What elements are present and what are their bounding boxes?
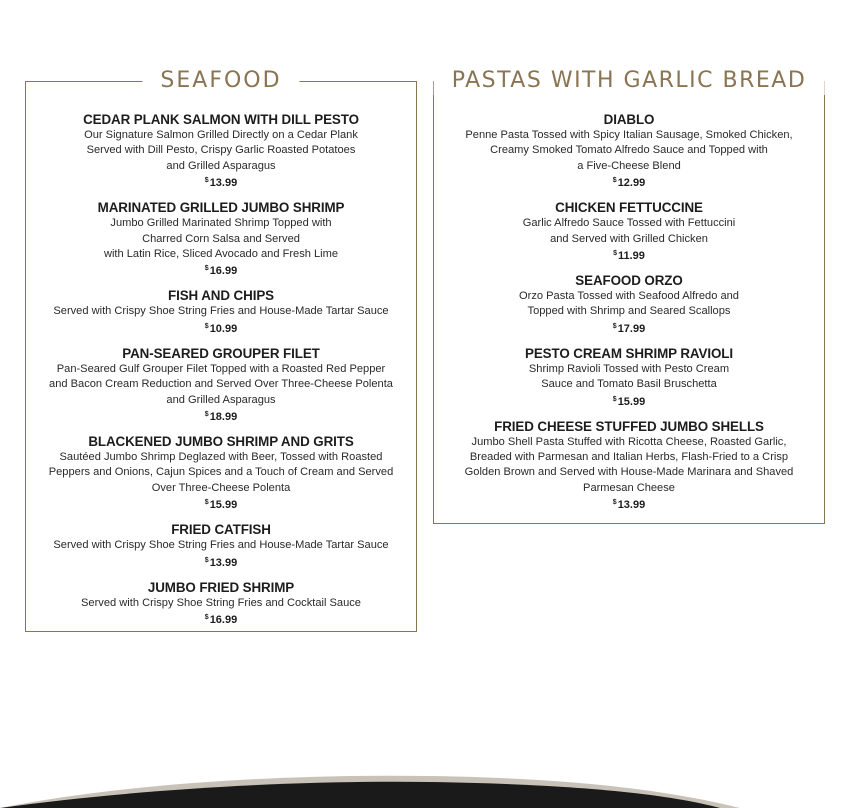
menu-item-price bbox=[434, 496, 824, 512]
currency-symbol: $ bbox=[204, 177, 209, 185]
menu-item-name: FRIED CATFISH bbox=[171, 522, 271, 538]
menu-item-description: Pan-Seared Gulf Grouper Filet Topped with a Roasted Red Pepper and Bacon Cream Reduction and Served Over Three-Cheese Polenta and Grilled Asparagus bbox=[49, 362, 393, 406]
menu-item-price bbox=[26, 408, 416, 424]
currency-symbol: $ bbox=[204, 556, 209, 564]
menu-item-description: Our Signature Salmon Grilled Directly on a Cedar Plank Served with Dill Pesto, Crispy Garlic Roasted Potatoes and Grilled Asparagus bbox=[84, 129, 358, 172]
menu-item-description: Served with Crispy Shoe String Fries and House-Made Tartar Sauce bbox=[53, 539, 389, 552]
menu-item-name: PAN-SEARED GROUPER FILET bbox=[122, 345, 320, 361]
menu-item bbox=[434, 345, 824, 409]
decorative-swoosh bbox=[0, 770, 850, 808]
menu-item-name: FISH AND CHIPS bbox=[168, 288, 274, 304]
pastas-items bbox=[434, 111, 824, 521]
menu-item-price bbox=[434, 247, 824, 263]
menu-item-name: PESTO CREAM SHRIMP RAVIOLI bbox=[525, 345, 733, 361]
price-amount: 13.99 bbox=[209, 177, 238, 190]
menu-item-description: Penne Pasta Tossed with Spicy Italian Sausage, Smoked Chicken, Creamy Smoked Tomato Alfredo Sauce and Topped with a Five-Cheese Blend bbox=[465, 129, 793, 172]
menu-item-description: Orzo Pasta Tossed with Seafood Alfredo and Topped with Shrimp and Seared Scallops bbox=[519, 290, 739, 318]
currency-symbol: $ bbox=[612, 322, 617, 330]
seafood-section bbox=[25, 68, 417, 632]
menu-item-description: Served with Crispy Shoe String Fries and Cocktail Sauce bbox=[81, 596, 361, 609]
menu-item-description: Shrimp Ravioli Tossed with Pesto Cream Sauce and Tomato Basil Bruschetta bbox=[528, 362, 730, 391]
currency-symbol: $ bbox=[612, 499, 617, 507]
menu-item-description: Jumbo Shell Pasta Stuffed with Ricotta Cheese, Roasted Garlic, Breaded with Parmesan and Italian Herbs, Flash-Fried to a Crisp Golden Brown and Served with House-Made Marinara and Shaved Parmesan Cheese bbox=[464, 435, 794, 494]
menu-item bbox=[26, 199, 416, 278]
price-amount: 13.99 bbox=[617, 499, 646, 512]
currency-symbol: $ bbox=[204, 499, 209, 507]
menu-item-description: Jumbo Grilled Marinated Shrimp Topped with Charred Corn Salsa and Served with Latin Rice, Sliced Avocado and Fresh Lime bbox=[103, 217, 339, 261]
menu-item-name: CEDAR PLANK SALMON WITH DILL PESTO bbox=[83, 112, 359, 127]
currency-symbol: $ bbox=[204, 322, 209, 330]
menu-item bbox=[26, 521, 416, 569]
menu-item-name: DIABLO bbox=[603, 112, 655, 127]
price-amount: 18.99 bbox=[209, 411, 238, 424]
price-amount: 11.99 bbox=[617, 250, 645, 263]
menu-item-price bbox=[26, 320, 416, 336]
menu-item bbox=[26, 287, 416, 335]
price-amount: 13.99 bbox=[209, 556, 238, 569]
menu-item-price bbox=[26, 554, 416, 570]
menu-item bbox=[26, 433, 416, 512]
seafood-items bbox=[26, 111, 416, 636]
menu-item-description: Sautéed Jumbo Shrimp Deglazed with Beer, Tossed with Roasted Peppers and Onions, Cajun Spices and a Touch of Cream and Served Over Three-Cheese Polenta bbox=[48, 451, 394, 494]
menu-item-price bbox=[434, 393, 824, 409]
price-amount: 16.99 bbox=[209, 614, 238, 627]
menu-item-name: JUMBO FRIED SHRIMP bbox=[147, 579, 295, 595]
menu-item-name: MARINATED GRILLED JUMBO SHRIMP bbox=[97, 200, 345, 216]
menu-item-name: SEAFOOD ORZO bbox=[575, 273, 683, 289]
price-amount: 15.99 bbox=[209, 499, 238, 512]
pastas-section bbox=[433, 68, 825, 524]
menu-item bbox=[434, 272, 824, 336]
menu-item bbox=[26, 111, 416, 190]
menu-item-price bbox=[26, 174, 416, 190]
menu-item bbox=[26, 579, 416, 627]
currency-symbol: $ bbox=[204, 265, 209, 273]
menu-item-price bbox=[26, 262, 416, 278]
menu-item bbox=[434, 199, 824, 263]
menu-item-price bbox=[26, 496, 416, 512]
menu-item-description: Served with Crispy Shoe String Fries and House-Made Tartar Sauce bbox=[53, 305, 389, 318]
price-amount: 12.99 bbox=[617, 177, 646, 190]
price-amount: 10.99 bbox=[209, 322, 238, 335]
currency-symbol: $ bbox=[612, 395, 617, 403]
menu-item-description: Garlic Alfredo Sauce Tossed with Fettuccini and Served with Grilled Chicken bbox=[522, 217, 736, 245]
menu-item bbox=[26, 345, 416, 424]
pastas-section-title: PASTAS WITH GARLIC BREAD bbox=[434, 67, 825, 95]
seafood-section-title: SEAFOOD bbox=[142, 67, 299, 95]
menu-item bbox=[434, 418, 824, 513]
price-amount: 15.99 bbox=[617, 395, 646, 408]
currency-symbol: $ bbox=[204, 614, 209, 622]
currency-symbol: $ bbox=[613, 250, 617, 258]
menu-item-price bbox=[434, 174, 824, 190]
menu-item-price bbox=[434, 320, 824, 336]
menu-item-name: BLACKENED JUMBO SHRIMP AND GRITS bbox=[88, 434, 354, 450]
currency-symbol: $ bbox=[612, 177, 617, 185]
menu-item-name: FRIED CHEESE STUFFED JUMBO SHELLS bbox=[494, 418, 764, 434]
menu-item-price bbox=[26, 611, 416, 627]
menu-item-name: CHICKEN FETTUCCINE bbox=[555, 200, 703, 216]
menu-item bbox=[434, 111, 824, 190]
price-amount: 17.99 bbox=[617, 322, 646, 335]
price-amount: 16.99 bbox=[209, 265, 238, 278]
currency-symbol: $ bbox=[204, 411, 209, 419]
